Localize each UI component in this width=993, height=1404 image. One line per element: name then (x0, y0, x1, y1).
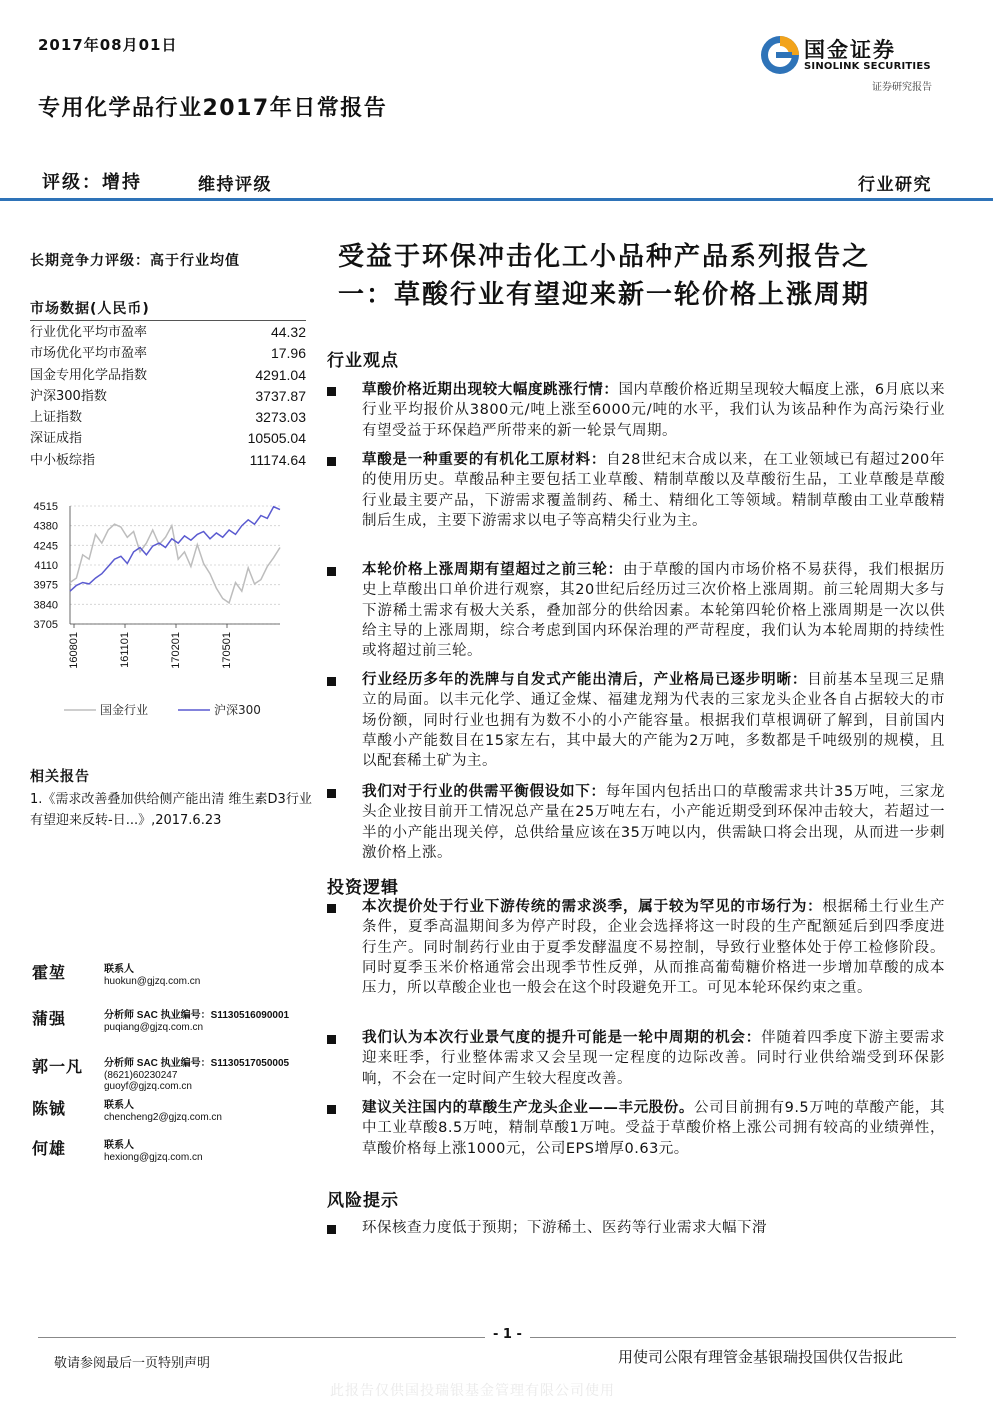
header-divider (0, 198, 993, 201)
market-data-label: 行业优化平均市盈率 (30, 325, 148, 340)
bullet-square-icon (327, 1225, 336, 1234)
analyst-name: 郭一凡 (32, 1057, 84, 1076)
bullet-body: 国内草酸价格近期呈现较大幅度上涨，6月底以来行业平均报价从3800元/吨上涨至6000元/吨的水平，我们认为该品种作为高污染行业有望受益于环保趋严所带来的新一轮景气周期。 (362, 382, 945, 439)
analyst-role: 分析师 SAC 执业编号：S1130517050005 (104, 1058, 290, 1069)
analyst-email[interactable]: hexiong@gjzq.com.cn (104, 1151, 203, 1163)
bullet-square-icon (327, 1035, 336, 1044)
series-line-industry (70, 524, 280, 603)
main-title (338, 238, 938, 314)
market-data-value: 3737.87 (255, 387, 306, 404)
bullet-square-icon (327, 567, 336, 576)
logo-cn: 国金证券 (804, 38, 896, 62)
analyst-name: 陈铖 (32, 1099, 67, 1118)
market-data-label: 深证成指 (30, 431, 83, 447)
bullet-body: 伴随着四季度下游主要需求迎来旺季，行业整体需求又会呈现一定程度的边际改善。同时行业供给端受到环保影响，不会在一定时间产生较大程度改善。 (362, 1030, 946, 1087)
y-tick-label: 4245 (33, 540, 58, 553)
bullet-square-icon (327, 457, 336, 466)
sinolink-logo-icon (758, 30, 802, 80)
bullet-body: 每年国内包括出口的草酸需求共计35万吨，三家龙头企业按目前开工情况总产量在25万吨左右，小产能近期受到环保冲击较大，若超过一半的小产能出现关停，总供给量应该在35万吨以内，供需缺口将会出现，从而进一步刺激价格上涨。 (362, 784, 946, 861)
bullet-body: 公司目前拥有9.5万吨的草酸产能，其中工业草酸8.5万吨，精制草酸1万吨。受益于草酸价格上涨公司拥有较高的业绩弹性，草酸价格每上涨1000元，公司EPS增厚0.63元。 (362, 1100, 946, 1157)
bullet-body: 环保核查力度低于预期；下游稀土、医药等行业需求大幅下滑 (362, 1220, 767, 1236)
x-tick-label: 161101 (119, 632, 131, 668)
analyst-card (32, 1054, 322, 1098)
bullet-lead: 草酸是一种重要的有机化工原材料： (362, 452, 607, 468)
main-title-line: 受益于环保冲击化工小品种产品系列报告之 (338, 242, 871, 272)
watermark: 此报告仅供国投瑞银基金管理有限公司使用 (330, 1383, 615, 1399)
section-title-risk: 风险提示 (327, 1191, 399, 1211)
analyst-name: 霍堃 (32, 963, 67, 982)
market-data-row (30, 428, 306, 449)
report-date: 2017年08月01日 (38, 36, 178, 54)
sinolink-logo (758, 30, 948, 92)
y-tick-label: 3840 (33, 599, 58, 612)
bullet-square-icon (327, 904, 336, 913)
report-title: 专用化学品行业2017年日常报告 (38, 96, 388, 121)
analyst-email[interactable]: guoyf@gjzq.com.cn (104, 1081, 192, 1092)
legend-label: 国金行业 (100, 703, 149, 717)
market-data-table (30, 322, 306, 471)
bullet-lead: 草酸价格近期出现较大幅度跳涨行情： (362, 382, 619, 398)
market-data-row (30, 322, 306, 343)
bullet-lead: 建议关注国内的草酸生产龙头企业——丰元股份。 (362, 1100, 695, 1116)
bullet-body: 由于草酸的国内市场价格不易获得，我们根据历史上草酸出口单价进行观察，其20世纪后经历过三次价格上涨周期。前三轮周期大多与下游稀土需求有极大关系，叠加部分的供给因素。本轮第四轮价格上涨周期是一次以供给主导的上涨周期，综合考虑到国内环保治理的严苛程度，我们认为本轮周期的持续性或将超过前三轮。 (362, 562, 946, 660)
analyst-email[interactable]: huokun@gjzq.com.cn (104, 975, 201, 987)
market-data-label: 中小板综指 (30, 452, 96, 468)
analyst-card (32, 1096, 322, 1136)
bullet-lead: 行业经历多年的洗牌与自发式产能出清后，产业格局已逐步明晰： (362, 672, 808, 688)
market-data-value: 11174.64 (249, 451, 306, 468)
bullet-body: 根据稀土行业生产条件，夏季高温期间多为停产时段，企业会选择将这一时段的生产配额延后到四季度进行生产。同时制药行业由于夏季发酵温度不易控制，导致行业整体处于停工检修阶段。同时夏季玉米价格通常会出现季节性反弹，从而推高葡萄糖价格进一步增加草酸的成本压力，所以草酸企业也一般会在这个时段避免开工。可见本轮环保约束之重。 (362, 899, 946, 997)
legend-label: 沪深300 (214, 703, 261, 717)
market-data-label: 上证指数 (30, 410, 83, 426)
logo-en: SINOLINK SECURITIES (804, 61, 931, 72)
x-tick-label: 160801 (68, 632, 80, 669)
bullet-lead: 本轮价格上涨周期有望超过之前三轮： (362, 562, 623, 578)
index-line-chart (28, 494, 320, 726)
related-report-item: 1.《需求改善叠加供给侧产能出清 维生素D3行业有望迎来反转-日...》,2017.6.23 (30, 792, 312, 828)
y-tick-label: 4110 (34, 560, 58, 572)
market-data-title: 市场数据(人民币) (30, 301, 150, 317)
footer-right-text: 用使司公限有理管金基银瑞投国供仅告报此 (618, 1348, 904, 1366)
analyst-role: 联系人 (104, 1100, 134, 1111)
analyst-email[interactable]: chencheng2@gjzq.com.cn (104, 1111, 222, 1123)
logo-subtitle: 证券研究报告 (872, 82, 932, 93)
footer-disclaimer[interactable]: 敬请参阅最后一页特别声明 (54, 1356, 211, 1371)
market-data-value: 3273.03 (255, 409, 306, 426)
analyst-role: 联系人 (104, 964, 134, 975)
bullet-square-icon (327, 789, 336, 798)
analyst-phone: (8621)60230247 (104, 1069, 178, 1081)
x-tick-label: 170201 (170, 632, 182, 669)
market-data-label: 市场优化平均市盈率 (30, 346, 148, 362)
bullet-body: 目前基本呈现三足鼎立的局面。以丰元化学、通辽金煤、福建龙翔为代表的三家龙头企业各自占据较大的市场份额，同时行业也拥有为数不小的小产能容量。根据我们草根调研了解到，目前国内草酸小产能数目在15家左右，其中最大的产能为2万吨，多数都是千吨级别的规模，且以配套稀土矿为主。 (362, 672, 945, 770)
bullet-square-icon (327, 1105, 336, 1114)
analyst-role: 联系人 (104, 1140, 134, 1151)
market-data-value: 44.32 (270, 324, 306, 340)
rating-label: 评级：增持 (42, 172, 142, 193)
market-data-value: 17.96 (270, 345, 306, 362)
market-data-row (30, 343, 306, 364)
x-tick-label: 170501 (221, 632, 233, 669)
y-tick-label: 4515 (33, 501, 58, 513)
market-data-label: 国金专用化学品指数 (30, 367, 148, 383)
main-title-line: 一：草酸行业有望迎来新一轮价格上涨周期 (338, 280, 871, 310)
market-data-row (30, 450, 306, 471)
section-title-view: 行业观点 (327, 351, 399, 371)
analyst-card (32, 960, 322, 1000)
market-data-value: 4291.04 (255, 366, 306, 383)
rating-action: 维持评级 (198, 175, 272, 195)
related-reports-title: 相关报告 (30, 769, 90, 785)
bullet-square-icon (327, 387, 336, 396)
section-title-logic: 投资逻辑 (327, 878, 399, 898)
bullet-lead: 本次提价处于行业下游传统的需求淡季，属于较为罕见的市场行为： (362, 899, 823, 915)
market-data-value: 10505.04 (247, 430, 306, 447)
analyst-role: 分析师 SAC 执业编号：S1130516090001 (104, 1010, 290, 1021)
page-number: - 1 - (485, 1327, 530, 1342)
y-tick-label: 4380 (33, 520, 58, 533)
analyst-card (32, 1006, 322, 1046)
analyst-card (32, 1136, 322, 1176)
y-tick-label: 3705 (33, 619, 58, 631)
analyst-name: 何雄 (32, 1139, 67, 1158)
bullet-lead: 我们认为本次行业景气度的提升可能是一轮中周期的机会： (362, 1030, 762, 1046)
bullet-square-icon (327, 677, 336, 686)
bullet-body: 自28世纪末合成以来，在工业领域已有超过200年的使用历史。草酸品种主要包括工业草酸、精制草酸以及草酸衍生品，工业草酸是草酸行业最主要产品，下游需求覆盖制药、稀土、精细化工等领域。精制草酸由工业草酸精制后生成，主要下游需求以电子等高精尖行业为主。 (362, 452, 946, 529)
report-category: 行业研究 (858, 175, 932, 195)
series-line-csi300 (70, 507, 280, 592)
bullet-lead: 我们对于行业的供需平衡假设如下： (362, 784, 606, 800)
market-data-row (30, 407, 306, 428)
market-data-row (30, 386, 306, 407)
market-data-divider (30, 320, 306, 321)
analyst-email[interactable]: puqiang@gjzq.com.cn (104, 1021, 204, 1033)
market-data-label: 沪深300指数 (30, 388, 107, 404)
competitiveness-rating: 长期竞争力评级：高于行业均值 (30, 253, 240, 269)
y-tick-label: 3975 (33, 579, 58, 592)
analyst-name: 蒲强 (32, 1009, 67, 1028)
market-data-row (30, 365, 306, 386)
